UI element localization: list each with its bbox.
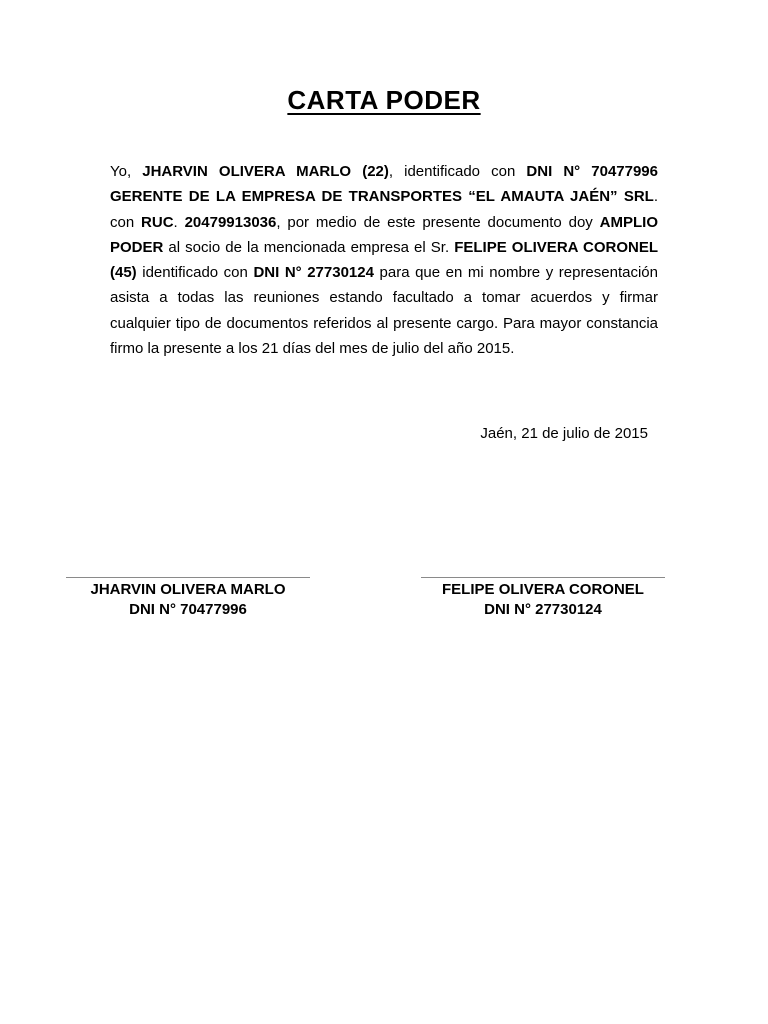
- body-bold-run: RUC: [141, 213, 174, 231]
- signature-line: [66, 577, 310, 578]
- signature-dni: DNI N° 27730124: [484, 601, 602, 618]
- body-text-run: , identificado con: [388, 163, 527, 180]
- body-text-run: . con: [110, 188, 658, 231]
- signature-block-right: [421, 577, 665, 620]
- signature-dni: DNI N° 70477996: [129, 601, 247, 618]
- body-text-run: .: [173, 213, 185, 231]
- body-bold-run: AMPLIO PODER: [110, 213, 659, 256]
- signature-block-left: [66, 577, 310, 620]
- document-date: Jaén, 21 de julio de 2015: [480, 425, 648, 442]
- body-text-run: al socio de la mencionada empresa el Sr.: [163, 238, 455, 256]
- body-bold-run: DNI N° 70477996 GERENTE DE LA EMPRESA DE TRANSPORTES “EL AMAUTA JAÉN” SRL: [110, 163, 658, 206]
- body-text-run: para que en mi nombre y representación asista a todas las reuniones estando facultado a tomar acuerdos y firmar cualquier tipo de documentos referidos al presente cargo. Para mayor constancia firmo la presente a los 21 días del mes de julio del año 2015.: [110, 264, 658, 358]
- body-bold-run: 20479913036: [184, 213, 277, 231]
- body-bold-run: FELIPE OLIVERA CORONEL (45): [110, 238, 659, 282]
- document-title: [0, 85, 768, 116]
- signature-line: [421, 577, 665, 578]
- signature-name: FELIPE OLIVERA CORONEL: [442, 581, 644, 598]
- body-text-run: , por medio de este presente documento doy: [276, 213, 600, 231]
- signature-name: JHARVIN OLIVERA MARLO: [90, 581, 286, 598]
- body-text-run: Yo,: [110, 163, 143, 180]
- title-text: CARTA PODER: [287, 85, 481, 115]
- body-text-run: identificado con: [136, 264, 254, 282]
- document-body: [110, 159, 658, 361]
- body-bold-run: JHARVIN OLIVERA MARLO (22): [142, 163, 389, 180]
- body-bold-run: DNI N° 27730124: [253, 264, 374, 282]
